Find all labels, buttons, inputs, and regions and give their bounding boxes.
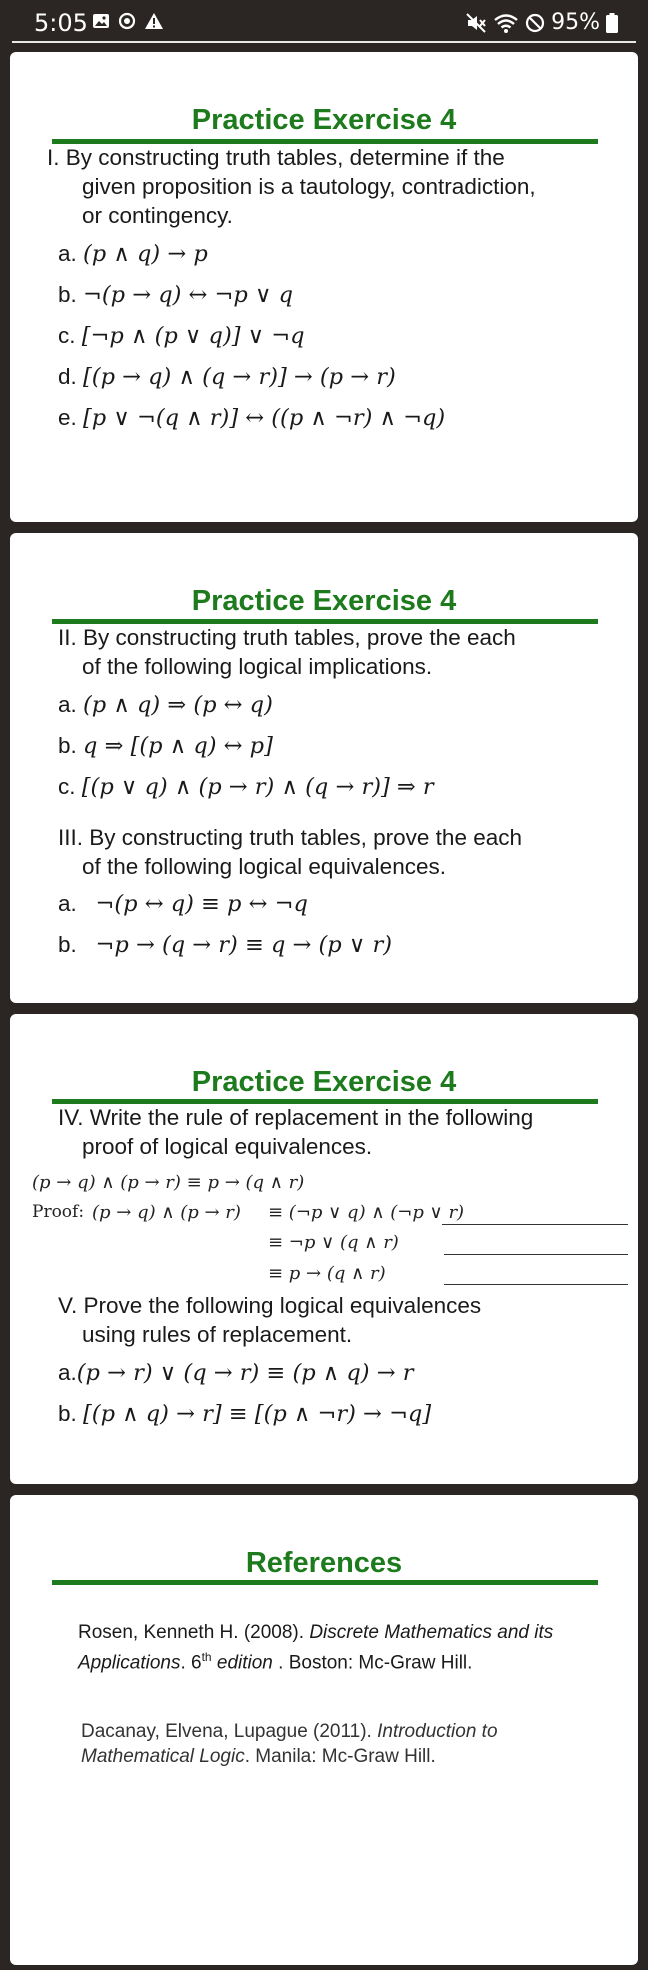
- proof-label: Proof:: [32, 1202, 85, 1222]
- formula: ¬(p → q) ↔ ¬p ∨ q: [83, 282, 293, 308]
- formula: ¬(p ↔ q) ≡ p ↔ ¬q: [95, 891, 308, 917]
- answer-blank: [444, 1284, 628, 1285]
- exercise-item: d. [(p → q) ∧ (q → r)] → (p → r): [58, 364, 396, 390]
- slide-title: Practice Exercise 4: [191, 104, 457, 136]
- exercise-item: c. [(p ∨ q) ∧ (p → r) ∧ (q → r)] ⇒ r: [58, 774, 434, 800]
- slide-1[interactable]: [10, 52, 638, 522]
- instruction-line: of the following logical implications.: [82, 654, 433, 679]
- do-not-disturb-icon: [525, 13, 545, 33]
- mute-icon: [465, 12, 487, 34]
- image-icon: [92, 12, 110, 30]
- instruction-line: III. By constructing truth tables, prove the each: [58, 825, 522, 850]
- status-bar: [0, 0, 648, 44]
- exercise-item: a. (p ∧ q) → p: [58, 241, 208, 267]
- instruction-line: IV. Write the rule of replacement in the following: [58, 1105, 534, 1130]
- exercise-item: c. [¬p ∧ (p ∨ q)] ∨ ¬q: [58, 323, 305, 349]
- battery-percent: 95%: [551, 10, 600, 35]
- exercise-item: e. [p ∨ ¬(q ∧ r)] ↔ ((p ∧ ¬r) ∧ ¬q): [58, 405, 446, 431]
- formula: (p ∧ q) → p: [83, 241, 208, 267]
- slide-3[interactable]: [10, 1014, 638, 1484]
- formula: q ⇒ [(p ∧ q) ↔ p]: [83, 733, 273, 759]
- formula: [(p → q) ∧ (q → r)] → (p → r): [83, 364, 396, 390]
- slide-title: References: [245, 1547, 403, 1579]
- reference-entry: Rosen, Kenneth H. (2008). Discrete Mathematics and its Applications. 6th edition . Boston: Mc-Graw Hill.: [78, 1622, 554, 1674]
- instruction-line: or contingency.: [82, 203, 233, 228]
- slide-2[interactable]: [10, 533, 638, 1003]
- exercise-item: b. [(p ∧ q) → r] ≡ [(p ∧ ¬r) → ¬q]: [58, 1401, 432, 1427]
- proof-step: ≡ ¬p ∨ (q ∧ r): [268, 1232, 399, 1253]
- title-underline: [52, 1580, 598, 1585]
- proof-start: (p → q) ∧ (p → r): [92, 1202, 241, 1223]
- exercise-item: b. q ⇒ [(p ∧ q) ↔ p]: [58, 733, 273, 759]
- answer-blank: [442, 1224, 628, 1225]
- instruction-line: II. By constructing truth tables, prove the each: [58, 625, 516, 650]
- instruction-line: of the following logical equivalences.: [82, 854, 446, 879]
- formula: (p ∧ q) ⇒ (p ↔ q): [83, 692, 273, 718]
- exercise-item: a. ¬(p ↔ q) ≡ p ↔ ¬q: [58, 891, 308, 917]
- instruction-line: V. Prove the following logical equivalences: [58, 1293, 482, 1318]
- exercise-item: b. ¬p → (q → r) ≡ q → (p ∨ r): [58, 932, 393, 958]
- answer-blank: [444, 1254, 628, 1255]
- slide-title: Practice Exercise 4: [191, 1066, 457, 1098]
- proof-statement: (p → q) ∧ (p → r) ≡ p → (q ∧ r): [32, 1172, 305, 1193]
- formula: [(p ∨ q) ∧ (p → r) ∧ (q → r)] ⇒ r: [81, 774, 434, 800]
- reference-entry: Dacanay, Elvena, Lupague (2011). Introduction to Mathematical Logic. Manila: Mc-Graw Hill.: [81, 1721, 498, 1767]
- exercise-item: b. ¬(p → q) ↔ ¬p ∨ q: [58, 282, 293, 308]
- sync-icon: [118, 12, 136, 30]
- proof-step: ≡ p → (q ∧ r): [268, 1263, 386, 1284]
- instruction-line: given proposition is a tautology, contradiction,: [82, 174, 536, 199]
- instruction-line: proof of logical equivalences.: [82, 1134, 373, 1159]
- exercise-item: a. (p ∧ q) ⇒ (p ↔ q): [58, 692, 273, 718]
- formula: (p → r) ∨ (q → r) ≡ (p ∧ q) → r: [76, 1360, 414, 1386]
- exercise-item: a.(p → r) ∨ (q → r) ≡ (p ∧ q) → r: [58, 1360, 414, 1386]
- slide-title: Practice Exercise 4: [191, 585, 457, 617]
- status-time: 5:05: [34, 9, 88, 37]
- formula: ¬p → (q → r) ≡ q → (p ∨ r): [95, 932, 393, 958]
- status-divider: [12, 41, 636, 43]
- formula: [p ∨ ¬(q ∧ r)] ↔ ((p ∧ ¬r) ∧ ¬q): [83, 405, 446, 431]
- instruction-line: I. By constructing truth tables, determine if the: [47, 145, 505, 170]
- warning-icon: [144, 12, 164, 30]
- instruction-line: using rules of replacement.: [82, 1322, 353, 1347]
- slide-4[interactable]: [10, 1495, 638, 1965]
- proof-step: ≡ (¬p ∨ q) ∧ (¬p ∨ r): [268, 1202, 465, 1223]
- formula: [¬p ∧ (p ∨ q)] ∨ ¬q: [81, 323, 305, 349]
- formula: [(p ∧ q) → r] ≡ [(p ∧ ¬r) → ¬q]: [83, 1401, 432, 1427]
- battery-icon: [606, 13, 618, 33]
- wifi-icon: [493, 12, 519, 34]
